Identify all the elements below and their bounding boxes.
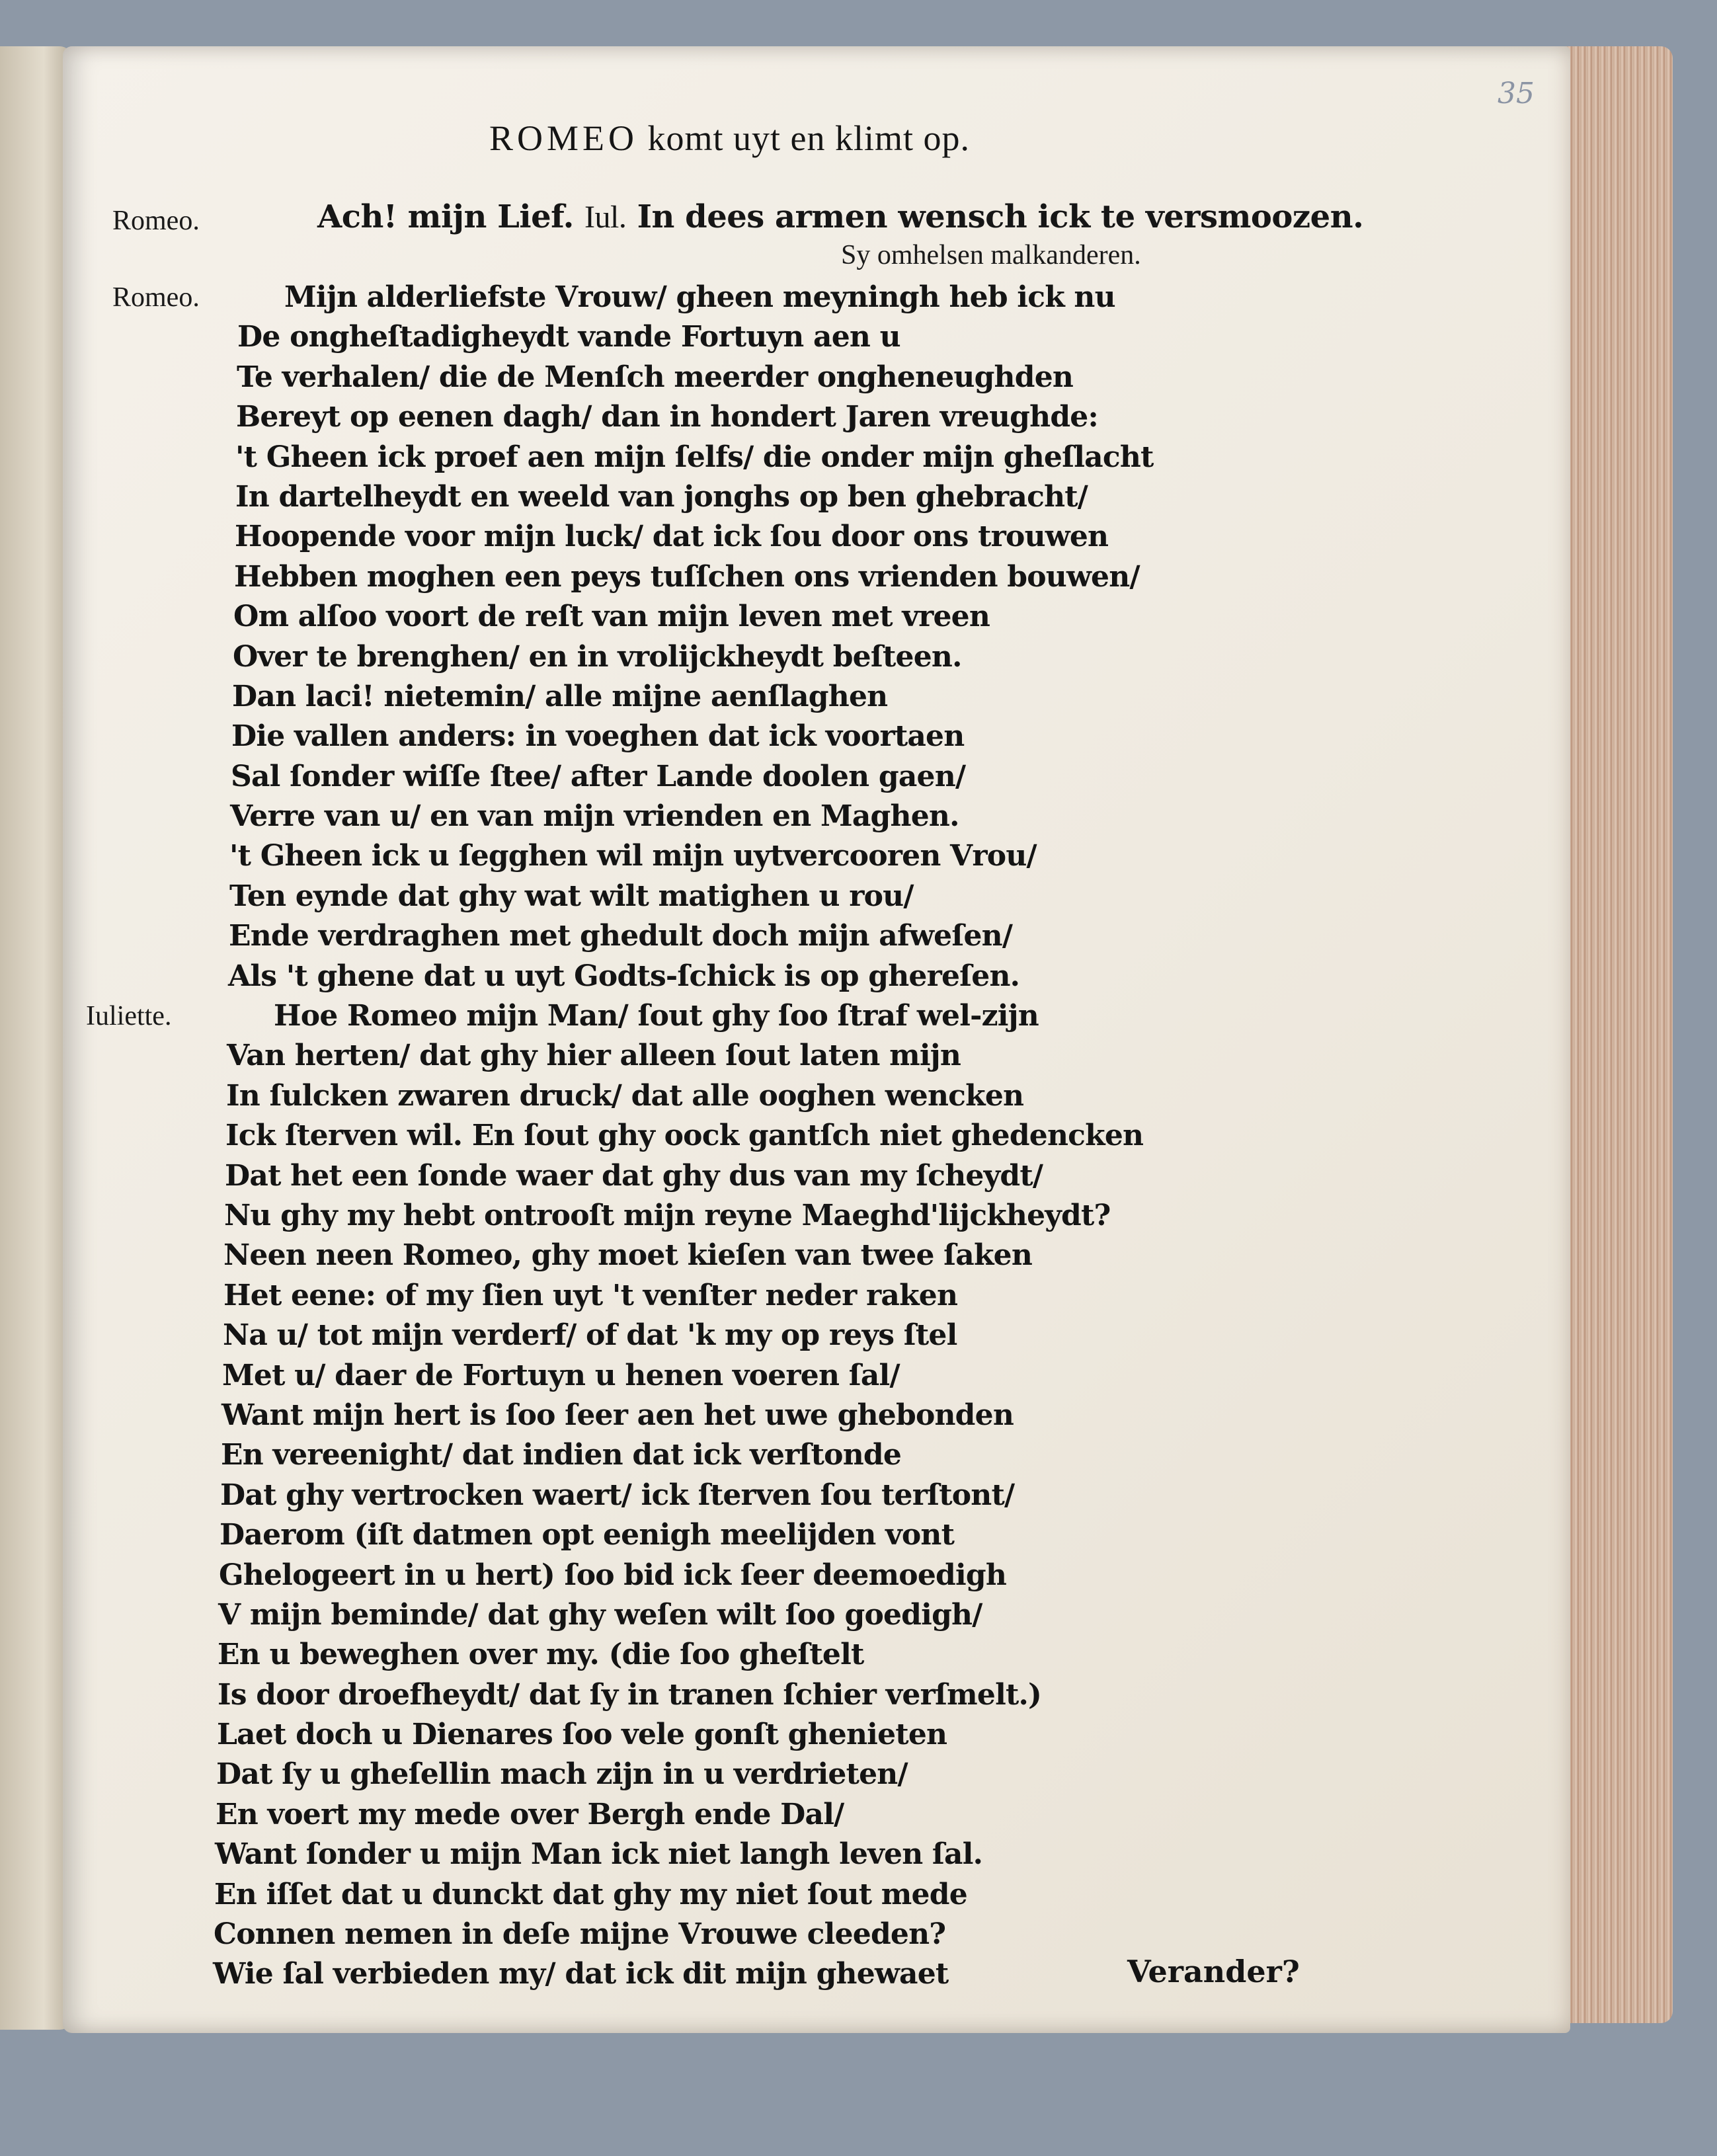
verse-line: In ſulcken zwaren druck/ dat alle ooghen wencken — [226, 1078, 1024, 1113]
catchword: Verander? — [1127, 1954, 1300, 1989]
verse-line: Hoopende voor mijn luck/ dat ick ſou door ons trouwen — [235, 520, 1109, 554]
verse-line: Nu ghy my hebt ontrooſt mijn reyne Maeghd'lijckheydt? — [224, 1198, 1111, 1232]
folio-number: 35 — [1497, 77, 1535, 110]
verse-line: Hebben moghen een peys tuſſchen ons vrienden bouwen/ — [234, 559, 1140, 594]
verse-line: En vereenight/ dat indien dat ick verſtonde — [221, 1438, 902, 1472]
verse-line: Dan laci! nietemin/ alle mijne aenſlaghen — [232, 679, 888, 713]
verse-block — [213, 278, 1154, 1995]
first-exchange-line — [317, 198, 1363, 235]
page-block-edges — [1560, 46, 1673, 2023]
verse-line: V mijn beminde/ dat ghy weſen wilt ſoo goedigh/ — [218, 1597, 982, 1632]
heading-rest: komt uyt en klimt op. — [647, 118, 971, 158]
verse-line: Want mijn hert is ſoo ſeer aen het uwe ghebonden — [221, 1398, 1014, 1432]
verse-line: En voert my mede over Bergh ende Dal/ — [216, 1797, 844, 1831]
verse-line: Van herten/ dat ghy hier alleen ſout laten mijn — [227, 1039, 961, 1073]
verse-line: Die vallen anders: in voeghen dat ick voortaen — [231, 719, 965, 754]
speaker-label-first: Romeo. — [112, 206, 200, 236]
verse-line: Over te brenghen/ en in vrolijckheydt beſteen. — [233, 639, 962, 674]
verse-line: Ende verdraghen met ghedult doch mijn afweſen/ — [229, 919, 1013, 953]
verse-line: Dat ghy vertrocken waert/ ick ſterven ſou terſtont/ — [220, 1478, 1015, 1512]
speaker-label: Romeo. — [112, 282, 200, 313]
verse-line: De ongheſtadigheydt vande Fortuyn aen u — [237, 320, 900, 354]
heading-name: ROMEO — [489, 118, 639, 158]
verse-line: Ghelogeert in u hert) ſoo bid ick ſeer deemoedigh — [219, 1558, 1007, 1592]
speaker-label: Iuliette. — [86, 1001, 172, 1032]
juliet-first-text: In dees armen wensch ick te versmoozen. — [637, 198, 1364, 235]
scene-heading — [489, 118, 970, 159]
verse-line: En u beweghen over my. (die ſoo gheſtelt — [218, 1638, 864, 1672]
romeo-first-text: Ach! mijn Lief. — [317, 198, 574, 235]
verse-line: Connen nemen in deſe mijne Vrouwe cleeden? — [214, 1917, 946, 1952]
verse-line: Na u/ tot mijn verderf/ of dat 'k my op reys ſtel — [223, 1318, 957, 1353]
verse-line: Om alſoo voort de reſt van mijn leven met vreen — [233, 600, 990, 634]
verse-line: Want ſonder u mijn Man ick niet langh leven ſal. — [215, 1837, 983, 1872]
verse-line: 't Gheen ick u ſegghen wil mijn uytvercooren Vrou/ — [229, 839, 1037, 873]
verse-line: Ten eynde dat ghy wat wilt matighen u rou/ — [229, 879, 914, 913]
verse-line: Dat het een ſonde waer dat ghy dus van my ſcheydt/ — [225, 1158, 1043, 1193]
verse-line: En iſſet dat u dunckt dat ghy my niet ſout mede — [214, 1877, 967, 1911]
juliet-abbrev: Iul. — [584, 200, 627, 235]
verse-line: Daerom (iſt datmen opt eenigh meelijden vont — [220, 1518, 955, 1552]
verse-line: Ick ſterven wil. En ſout ghy oock gantſch niet ghedencken — [225, 1119, 1144, 1153]
verse-line: Te verhalen/ die de Menſch meerder ongheneughden — [237, 360, 1074, 394]
verse-line: Laet doch u Dienares ſoo vele gonſt ghenieten — [217, 1718, 947, 1752]
facing-page-edge — [0, 46, 73, 2030]
verse-line: Bereyt op eenen dagh/ dan in hondert Jaren vreughde: — [236, 400, 1098, 434]
stage-direction: Sy omhelsen malkanderen. — [841, 240, 1141, 270]
verse-line: Sal ſonder wiſſe ſtee/ after Lande doolen gaen/ — [231, 759, 966, 793]
verse-line: Is door droefheydt/ dat ſy in tranen ſchier verſmelt.) — [218, 1677, 1042, 1712]
verse-line: Met u/ daer de Fortuyn u henen voeren ſal/ — [222, 1358, 900, 1392]
verse-line: Wie ſal verbieden my/ dat ick dit mijn ghewaet — [213, 1957, 949, 1991]
verse-line: Hoe Romeo mijn Man/ ſout ghy ſoo ſtraf wel-zijn — [274, 999, 1039, 1033]
verse-line: Verre van u/ en van mijn vrienden en Maghen. — [230, 799, 959, 834]
verse-line: Neen neen Romeo, ghy moet kieſen van twee ſaken — [223, 1238, 1033, 1273]
verse-line: In dartelheydt en weeld van jonghs op ben ghebracht/ — [235, 479, 1088, 514]
verse-line: Het eene: of my ſien uyt 't venſter neder raken — [223, 1278, 958, 1312]
verse-line: 't Gheen ick proef aen mijn ſelfs/ die onder mijn gheſlacht — [235, 440, 1154, 474]
verse-line: Mijn alderliefste Vrouw/ gheen meyningh heb ick nu — [284, 280, 1115, 314]
verse-line: Dat ſy u gheſellin mach zijn in u verdrieten/ — [216, 1757, 908, 1792]
verse-line: Als 't ghene dat u uyt Godts-ſchick is op ghereſen. — [228, 959, 1020, 993]
